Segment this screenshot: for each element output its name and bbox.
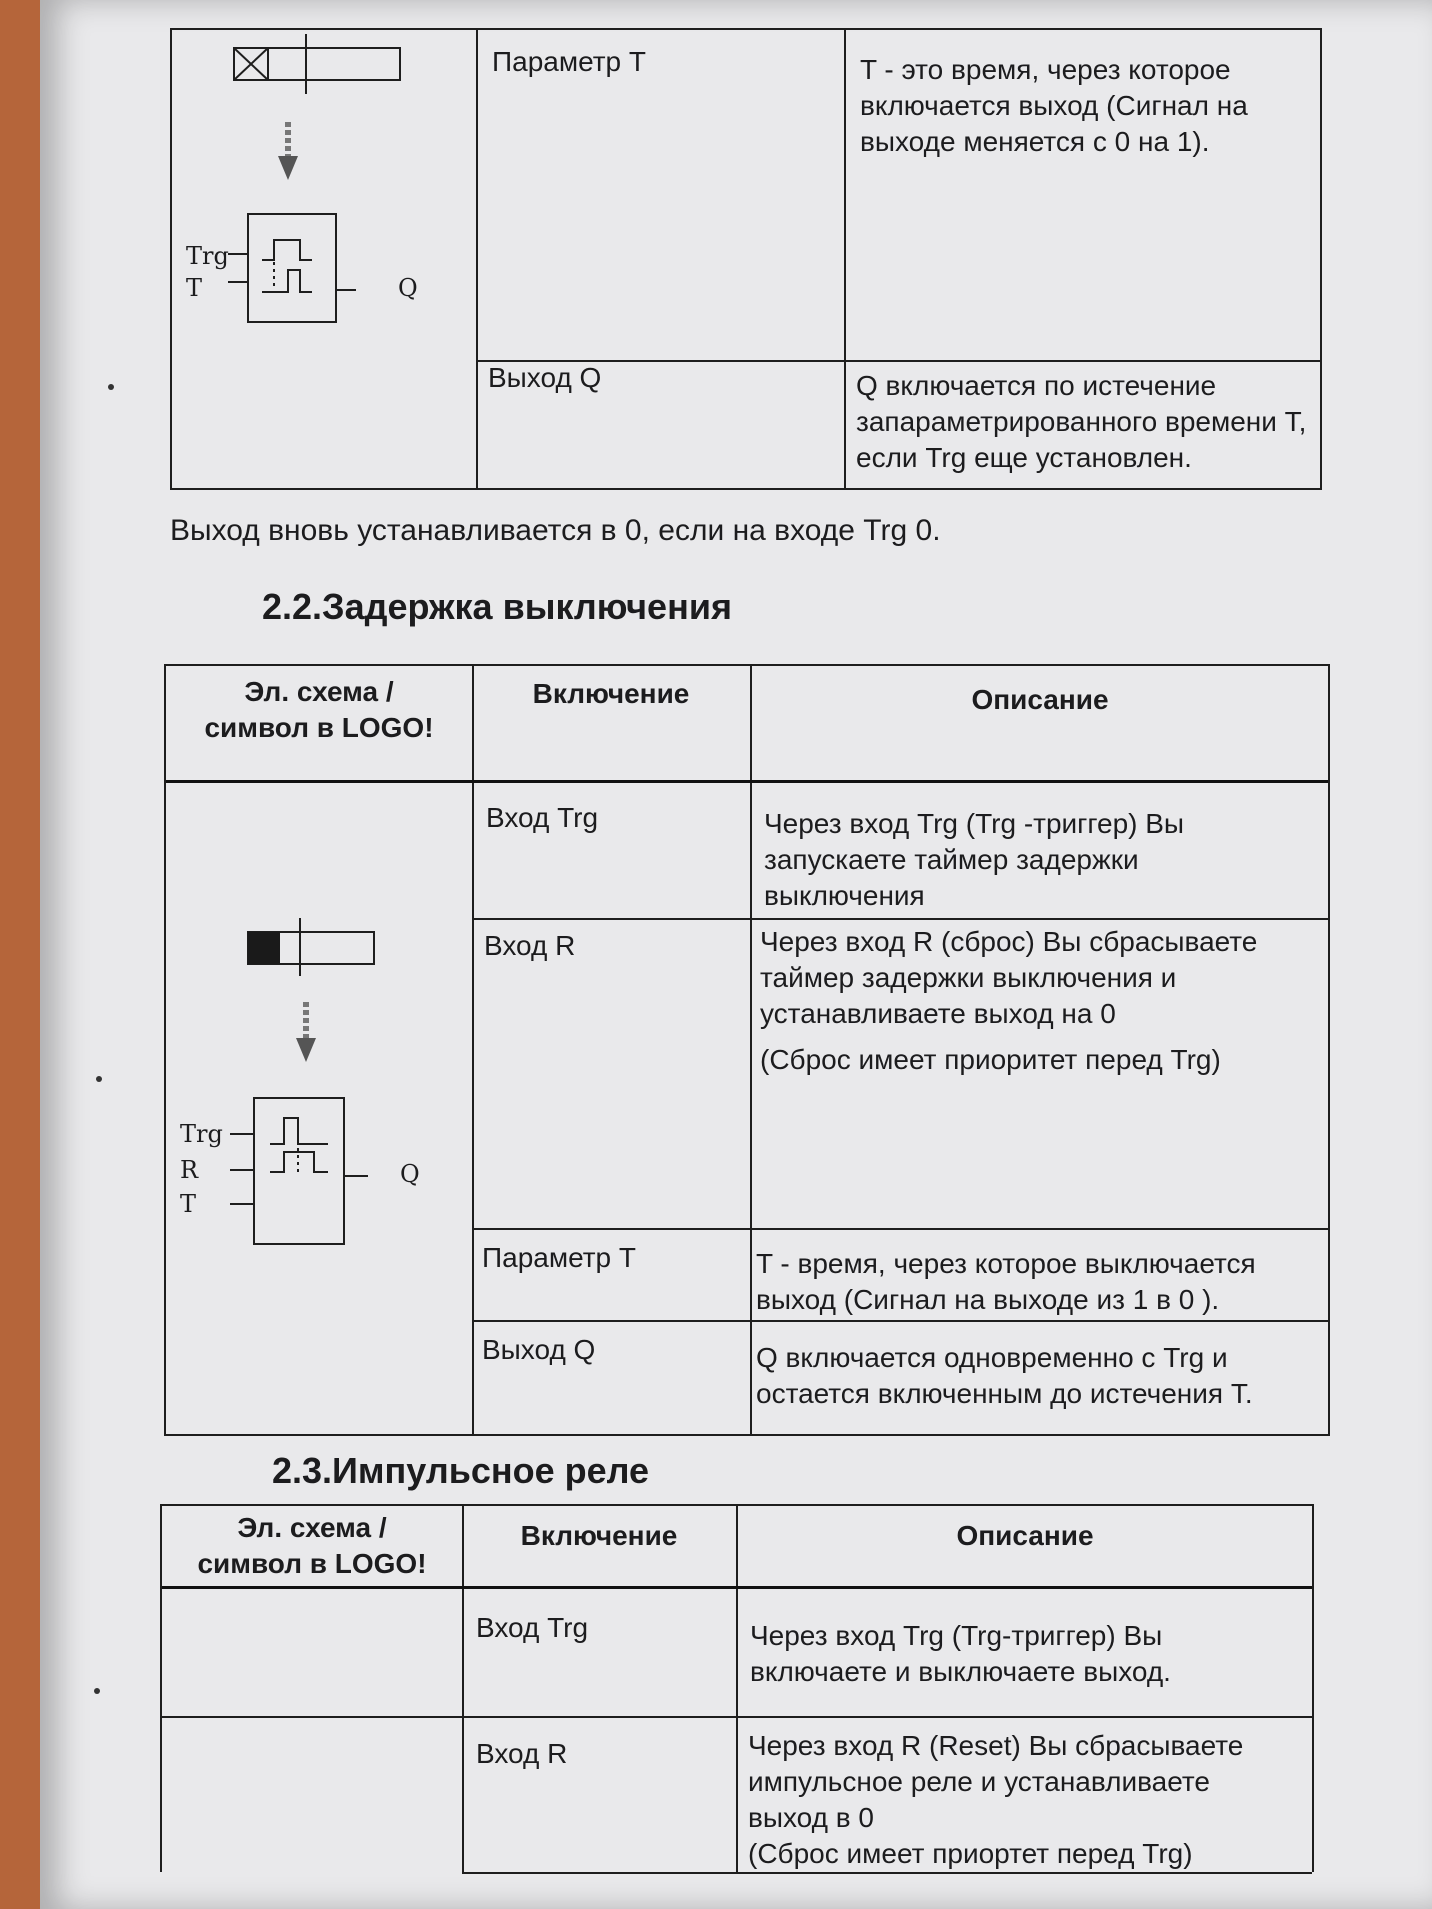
- section-22-heading: 2.2.Задержка выключения: [262, 586, 732, 627]
- top-pin-trg: Trg: [186, 242, 229, 270]
- section-23-header-input: Включение: [520, 1520, 678, 1551]
- section-22-header-input: Включение: [532, 678, 690, 709]
- top-row-param-label: Параметр T: [492, 46, 647, 77]
- s23-row-trg-label: Вход Trg: [476, 1612, 589, 1643]
- top-table: [170, 28, 1322, 490]
- s22-pin-t: T: [180, 1190, 197, 1218]
- s22-row-output-label: Выход Q: [482, 1334, 596, 1365]
- top-row-output-label: Выход Q: [488, 362, 602, 393]
- section-22-header-description: Описание: [971, 684, 1109, 715]
- note-reset: Выход вновь устанавливается в 0, если на входе Trg 0.: [170, 514, 941, 547]
- section-23-header-scheme: Эл. схема / символ в LOGO!: [197, 1512, 427, 1579]
- s22-pin-trg: Trg: [180, 1120, 223, 1148]
- s23-row-r-desc: Через вход R (Reset) Вы сбрасываете импульсное реле и устанавливаете выход в 0 (Сброс имеет приортет перед Trg): [748, 1730, 1244, 1869]
- s22-pin-r: R: [180, 1156, 199, 1184]
- top-row-output-desc: Q включается по истечение запараметрированного времени T, если Trg еще установлен.: [856, 370, 1307, 473]
- s22-row-param-desc: T - время, через которое выключается выход (Сигнал на выходе из 1 в 0 ).: [756, 1248, 1256, 1315]
- top-pin-t: T: [186, 274, 203, 302]
- s22-row-r-desc: Через вход R (сброс) Вы сбрасываете таймер задержки выключения и устанавливаете выход на 0 (Сброс имеет приоритет перед Trg): [760, 926, 1258, 1075]
- s22-row-param-label: Параметр T: [482, 1242, 637, 1273]
- s23-row-r-label: Вход R: [476, 1738, 568, 1769]
- section-23-heading: 2.3.Импульсное реле: [272, 1450, 650, 1491]
- section-23-header-description: Описание: [956, 1520, 1094, 1551]
- on-delay-symbol: [172, 30, 472, 360]
- section-23-table: [160, 1504, 1314, 1872]
- section-22-header-scheme: Эл. схема / символ в LOGO!: [204, 676, 434, 743]
- s22-row-r-label: Вход R: [484, 930, 576, 961]
- top-pin-q: Q: [398, 274, 418, 302]
- top-row-param-desc: T - это время, через которое включается выход (Сигнал на выходе меняется с 0 на 1).: [860, 54, 1248, 157]
- off-delay-symbol: [166, 780, 472, 1430]
- s22-row-trg-desc: Через вход Trg (Trg -триггер) Вы запускаете таймер задержки выключения: [764, 808, 1185, 911]
- section-22-table: [164, 664, 1330, 1436]
- s22-row-trg-label: Вход Trg: [486, 802, 599, 833]
- s22-row-output-desc: Q включается одновременно с Trg и остается включенным до истечения T.: [756, 1342, 1253, 1409]
- document-page: [40, 0, 1432, 1909]
- s23-row-trg-desc: Через вход Trg (Trg-триггер) Вы включаете и выключаете выход.: [750, 1620, 1171, 1687]
- s22-pin-q: Q: [400, 1160, 420, 1188]
